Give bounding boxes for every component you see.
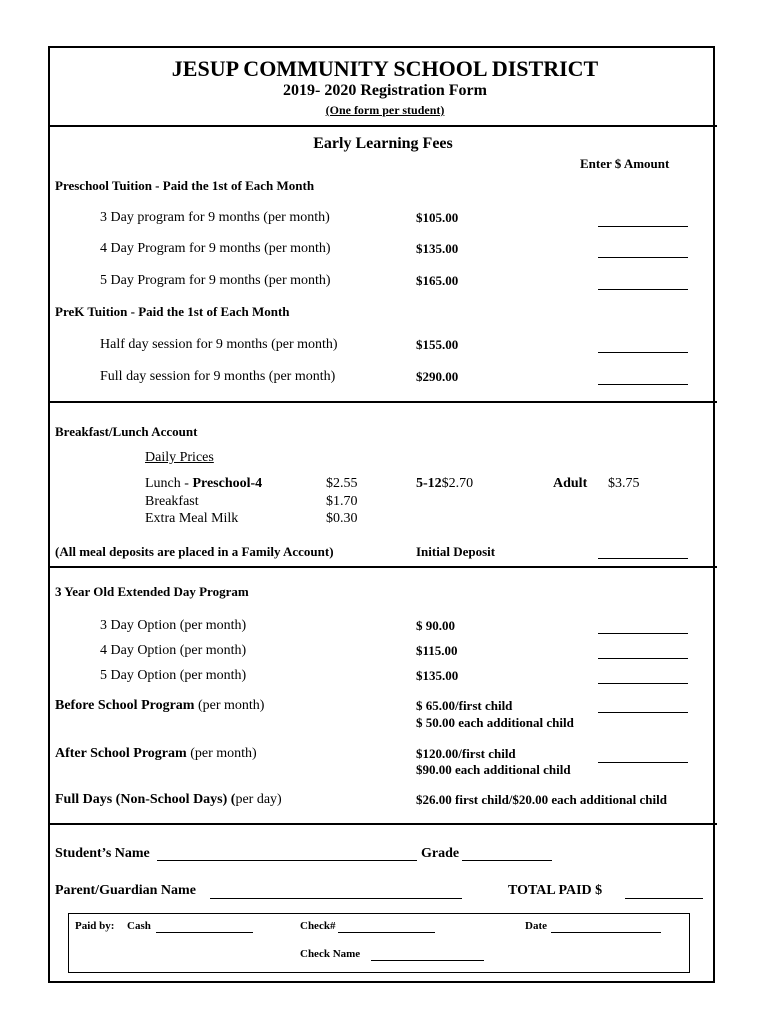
prek-heading: PreK Tuition - Paid the 1st of Each Month [55, 304, 290, 319]
amount-field[interactable] [598, 683, 688, 684]
prek-item-label: Half day session for 9 months (per month) [100, 337, 338, 352]
check-number-label: Check# [300, 920, 336, 932]
prek-item-label: Full day session for 9 months (per month) [100, 369, 336, 384]
prek-item-price: $155.00 [416, 337, 459, 352]
extended-item-label: 3 Day Option (per month) [100, 618, 247, 633]
payment-box [68, 913, 690, 973]
extended-item-label: 5 Day Option (per month) [100, 668, 247, 683]
prek-item-price: $290.00 [416, 369, 459, 384]
amount-field[interactable] [598, 226, 688, 227]
adult-label: Adult [553, 476, 588, 491]
preschool-heading: Preschool Tuition - Paid the 1st of Each Month [55, 178, 315, 193]
parent-name-field[interactable] [210, 898, 462, 899]
amount-field[interactable] [598, 384, 688, 385]
check-number-field[interactable] [338, 932, 435, 933]
amount-field[interactable] [598, 633, 688, 634]
preschool-item-price: $135.00 [416, 241, 459, 256]
enter-amount-label: Enter $ Amount [580, 156, 670, 171]
preschool-item-label: 3 Day program for 9 months (per month) [100, 210, 330, 225]
amount-field[interactable] [598, 352, 688, 353]
form-note: (One form per student) [325, 103, 445, 117]
amount-field[interactable] [598, 762, 688, 763]
divider [50, 823, 717, 825]
grade-field[interactable] [462, 860, 552, 861]
check-name-label: Check Name [300, 948, 361, 960]
extended-item-price: $135.00 [416, 668, 459, 683]
initial-deposit-field[interactable] [598, 558, 688, 559]
date-label: Date [525, 920, 547, 932]
grade-label: Grade [421, 846, 460, 861]
before-school-label: Before School Program (per month) [55, 698, 265, 713]
amount-field[interactable] [598, 289, 688, 290]
lunch-label: Lunch - Preschool-4 [145, 476, 263, 491]
extended-day-heading: 3 Year Old Extended Day Program [55, 584, 249, 599]
preschool-item-label: 5 Day Program for 9 months (per month) [100, 273, 331, 288]
parent-name-label: Parent/Guardian Name [55, 883, 196, 898]
cash-field[interactable] [156, 932, 253, 933]
lunch-512-price: 5-12$2.70 [416, 476, 474, 491]
divider [50, 125, 717, 127]
amount-field[interactable] [598, 257, 688, 258]
full-days-price: $26.00 first child/$20.00 each additional child [416, 792, 667, 807]
before-school-price-first: $ 65.00/first child [416, 698, 513, 713]
student-name-field[interactable] [157, 860, 417, 861]
adult-price: $3.75 [608, 476, 640, 491]
extended-item-price: $ 90.00 [416, 618, 455, 633]
cash-label: Cash [127, 920, 151, 932]
before-school-price-additional: $ 50.00 each additional child [416, 715, 574, 730]
after-school-price-additional: $90.00 each additional child [416, 762, 571, 777]
milk-price: $0.30 [326, 511, 358, 526]
divider [50, 401, 717, 403]
date-field[interactable] [551, 932, 661, 933]
preschool-item-price: $165.00 [416, 273, 459, 288]
milk-label: Extra Meal Milk [145, 511, 239, 526]
extended-item-price: $115.00 [416, 643, 458, 658]
breakfast-label: Breakfast [145, 494, 199, 509]
after-school-label: After School Program (per month) [55, 746, 257, 761]
form-subtitle: 2019- 2020 Registration Form [283, 82, 487, 99]
school-district-title: JESUP COMMUNITY SCHOOL DISTRICT [171, 56, 599, 81]
meal-account-heading: Breakfast/Lunch Account [55, 424, 198, 439]
paid-by-label: Paid by: [75, 920, 115, 932]
total-paid-label: TOTAL PAID $ [508, 883, 603, 898]
early-learning-heading: Early Learning Fees [313, 135, 453, 152]
check-name-field[interactable] [371, 960, 484, 961]
daily-prices-label: Daily Prices [145, 450, 214, 465]
total-paid-field[interactable] [625, 898, 703, 899]
deposit-note: (All meal deposits are placed in a Family Account) [55, 544, 334, 559]
student-name-label: Student’s Name [55, 846, 150, 861]
amount-field[interactable] [598, 658, 688, 659]
initial-deposit-label: Initial Deposit [416, 544, 496, 559]
preschool-item-price: $105.00 [416, 210, 459, 225]
amount-field[interactable] [598, 712, 688, 713]
extended-item-label: 4 Day Option (per month) [100, 643, 247, 658]
divider [50, 566, 717, 568]
after-school-price-first: $120.00/first child [416, 746, 516, 761]
lunch-price: $2.55 [326, 476, 358, 491]
preschool-item-label: 4 Day Program for 9 months (per month) [100, 241, 331, 256]
full-days-label: Full Days (Non-School Days) (per day) [55, 792, 282, 807]
breakfast-price: $1.70 [326, 494, 358, 509]
